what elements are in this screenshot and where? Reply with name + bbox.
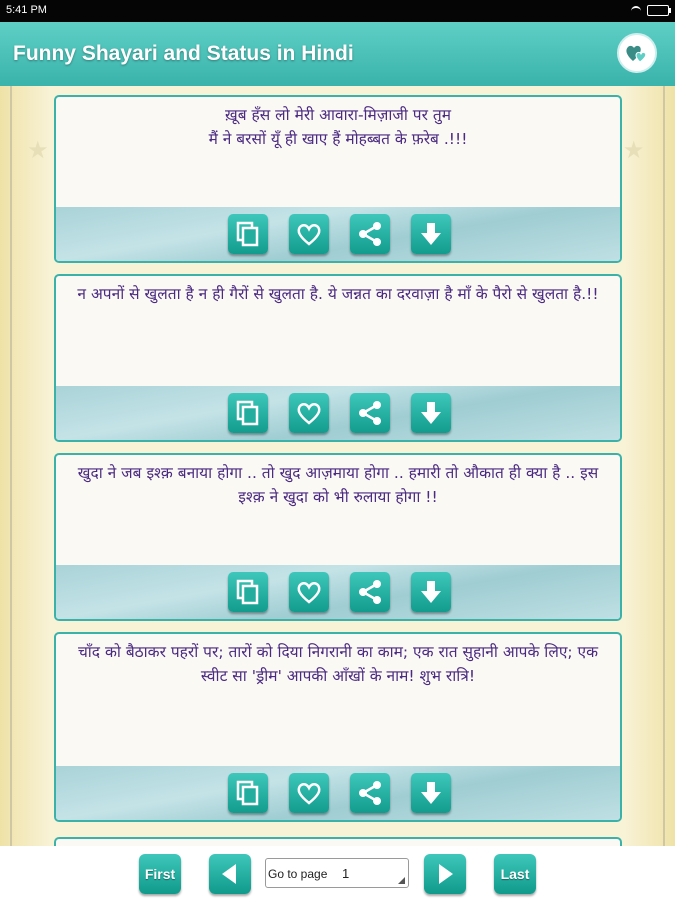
share-button[interactable] (350, 773, 390, 813)
download-icon (417, 399, 445, 427)
shayari-text: खुदा ने जब इश्क़ बनाया होगा .. तो खुद आज़माया होगा .. हमारी तो औकात ही क्या है .. इस इश्क़ ने खुदा को भी रुलाया होगा !! (77, 464, 599, 506)
copy-button[interactable] (228, 572, 268, 612)
go-to-page-label: Go to page (268, 867, 328, 881)
copy-icon (234, 399, 262, 427)
shayari-card (54, 453, 622, 621)
shayari-card (54, 274, 622, 442)
page-number-value[interactable]: 1 (342, 866, 350, 881)
star-decoration: ★ (27, 136, 49, 164)
battery-icon (647, 5, 669, 16)
copy-button[interactable] (228, 393, 268, 433)
card-action-bar (56, 386, 620, 440)
share-icon (356, 220, 384, 248)
copy-icon (234, 779, 262, 807)
share-button[interactable] (350, 393, 390, 433)
download-button[interactable] (411, 214, 451, 254)
shayari-text: चाँद को बैठाकर पहरों पर; तारों को दिया निगरानी का काम; एक रात सुहानी आपके लिए; एक स्वीट सा 'ड्रीम' आपकी आँखों के नाम! शुभ रात्रि! (77, 643, 599, 685)
favorite-button[interactable] (289, 572, 329, 612)
wifi-icon (631, 6, 641, 16)
go-to-page-field[interactable] (265, 858, 409, 888)
shayari-card (54, 95, 622, 263)
last-page-button[interactable]: Last (494, 854, 536, 894)
status-bar (0, 0, 675, 22)
app-title: Funny Shayari and Status in Hindi (13, 42, 354, 65)
favorite-button[interactable] (289, 214, 329, 254)
content-area[interactable] (0, 86, 675, 846)
share-icon (356, 578, 384, 606)
heart-icon (295, 779, 323, 807)
hearts-logo-icon[interactable] (617, 33, 657, 73)
share-icon (356, 779, 384, 807)
heart-icon (295, 578, 323, 606)
copy-button[interactable] (228, 214, 268, 254)
download-button[interactable] (411, 773, 451, 813)
card-action-bar (56, 565, 620, 619)
shayari-text: ख़ूब हँस लो मेरी आवारा-मिज़ाजी पर तुम मैं ने बरसों यूँ ही खाए हैं मोहब्बत के फ़रेब .!!! (208, 106, 468, 148)
first-page-button[interactable]: First (139, 854, 181, 894)
pagination-bar (0, 846, 675, 900)
download-icon (417, 779, 445, 807)
download-button[interactable] (411, 393, 451, 433)
favorite-button[interactable] (289, 773, 329, 813)
download-icon (417, 578, 445, 606)
star-decoration: ★ (623, 136, 645, 164)
next-page-button[interactable] (424, 854, 466, 894)
right-border-line (663, 86, 665, 846)
download-icon (417, 220, 445, 248)
shayari-text: न अपनों से खुलता है न ही गैरों से खुलता है. ये जन्नत का दरवाज़ा है माँ के पैरो से खुलता है.!! (77, 285, 599, 303)
next-card-partial (54, 837, 622, 846)
share-button[interactable] (350, 214, 390, 254)
previous-page-button[interactable] (209, 854, 251, 894)
copy-icon (234, 578, 262, 606)
card-action-bar (56, 207, 620, 261)
share-button[interactable] (350, 572, 390, 612)
favorite-button[interactable] (289, 393, 329, 433)
card-action-bar (56, 766, 620, 820)
status-time: 5:41 PM (6, 4, 47, 16)
heart-icon (295, 399, 323, 427)
copy-icon (234, 220, 262, 248)
dropdown-corner-icon (398, 877, 405, 884)
copy-button[interactable] (228, 773, 268, 813)
arrow-left-icon (218, 862, 242, 886)
heart-icon (295, 220, 323, 248)
arrow-right-icon (433, 862, 457, 886)
status-icons (631, 5, 669, 16)
left-border-line (10, 86, 12, 846)
shayari-card (54, 632, 622, 822)
app-bar (0, 22, 675, 86)
share-icon (356, 399, 384, 427)
download-button[interactable] (411, 572, 451, 612)
